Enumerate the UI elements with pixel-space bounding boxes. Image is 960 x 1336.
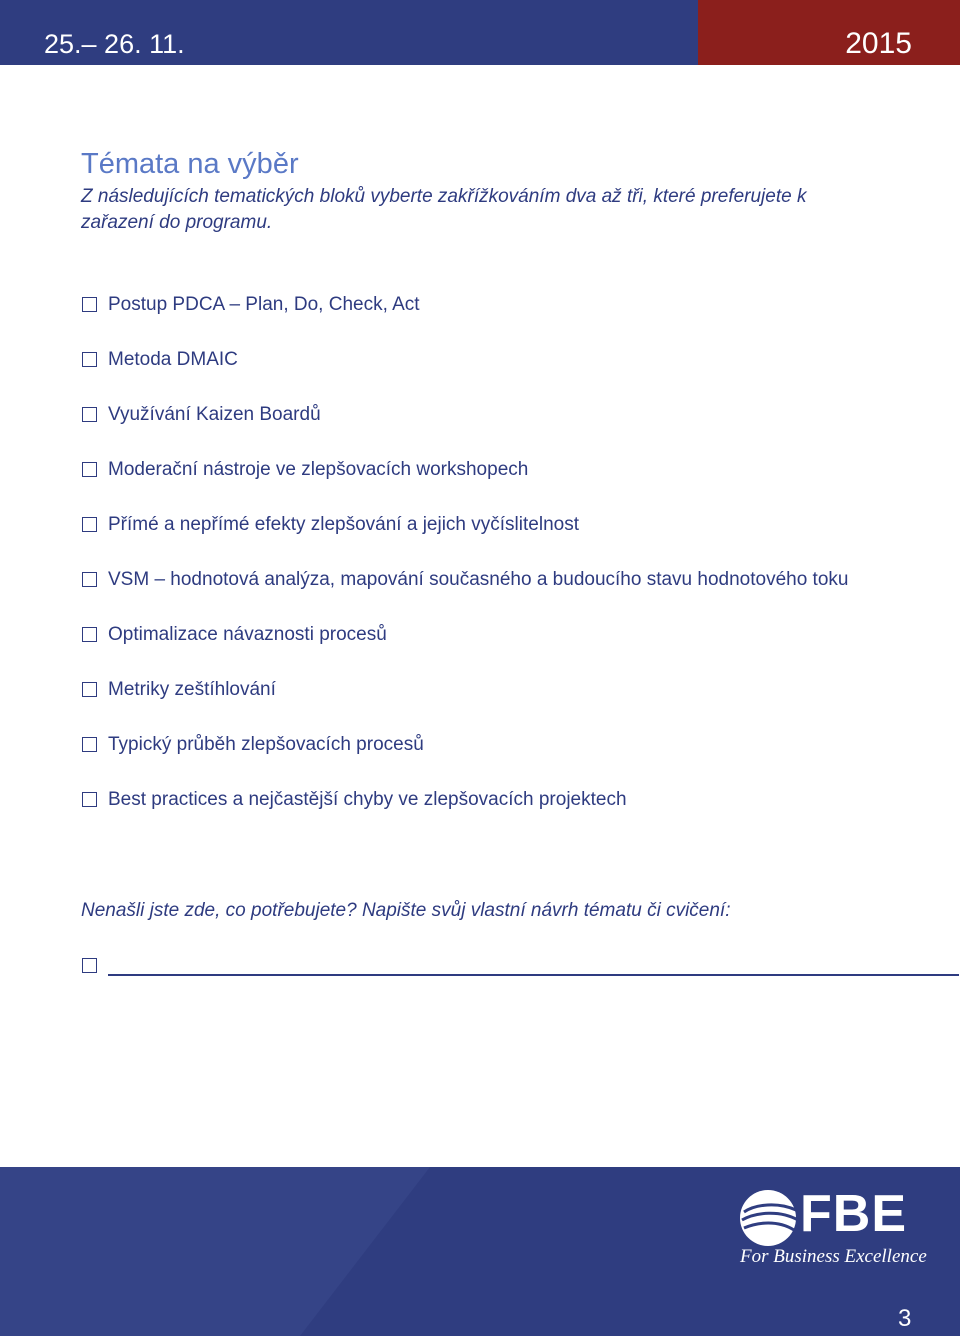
topic-label: Metriky zeštíhlování (108, 679, 276, 700)
topic-label: Best practices a nejčastější chyby ve zlepšovacích projektech (108, 789, 627, 810)
custom-topic-write-line[interactable] (108, 974, 959, 976)
topic-label: Typický průběh zlepšovacích procesů (108, 734, 424, 755)
custom-topic-prompt: Nenašli jste zde, co potřebujete? Napište svůj vlastní návrh tématu či cvičení: (81, 900, 731, 921)
topic-label: Postup PDCA – Plan, Do, Check, Act (108, 294, 420, 315)
checkbox[interactable] (82, 517, 97, 532)
header-bar (0, 0, 960, 65)
checkbox[interactable] (82, 627, 97, 642)
topic-item (82, 677, 848, 732)
checkbox[interactable] (82, 572, 97, 587)
topic-item (82, 512, 848, 567)
checkbox[interactable] (82, 792, 97, 807)
event-dates: 25.– 26. 11. (44, 29, 185, 59)
custom-topic-checkbox[interactable] (82, 958, 97, 973)
topic-item (82, 732, 848, 787)
topic-item (82, 402, 848, 457)
event-year: 2015 (845, 27, 912, 60)
checkbox[interactable] (82, 297, 97, 312)
fbe-logo-text: FBE (800, 1185, 907, 1243)
checkbox[interactable] (82, 737, 97, 752)
topic-item (82, 622, 848, 677)
year-box (698, 0, 960, 65)
topic-item (82, 567, 848, 622)
fbe-logo-subtitle: For Business Excellence (740, 1246, 927, 1267)
topic-item (82, 292, 848, 347)
checkbox[interactable] (82, 462, 97, 477)
topic-label: Využívání Kaizen Boardů (108, 404, 321, 425)
topic-item (82, 347, 848, 402)
checkbox[interactable] (82, 407, 97, 422)
topic-label: Přímé a nepřímé efekty zlepšování a jejich vyčíslitelnost (108, 514, 579, 535)
topic-label: VSM – hodnotová analýza, mapování současného a budoucího stavu hodnotového toku (108, 569, 849, 590)
topic-label: Optimalizace návaznosti procesů (108, 624, 387, 645)
custom-topic-row (82, 956, 882, 978)
intro-text: Z následujících tematických bloků vyberte zakřížkováním dva až tři, které preferujete k zařazení do programu. (81, 186, 807, 233)
checkbox[interactable] (82, 352, 97, 367)
page-number: 3 (898, 1305, 912, 1332)
topic-list (82, 292, 848, 842)
checkbox[interactable] (82, 682, 97, 697)
topic-label: Moderační nástroje ve zlepšovacích workshopech (108, 459, 529, 480)
topic-item (82, 787, 848, 842)
page-title: Témata na výběr (81, 148, 299, 180)
topic-label: Metoda DMAIC (108, 349, 238, 370)
topic-item (82, 457, 848, 512)
